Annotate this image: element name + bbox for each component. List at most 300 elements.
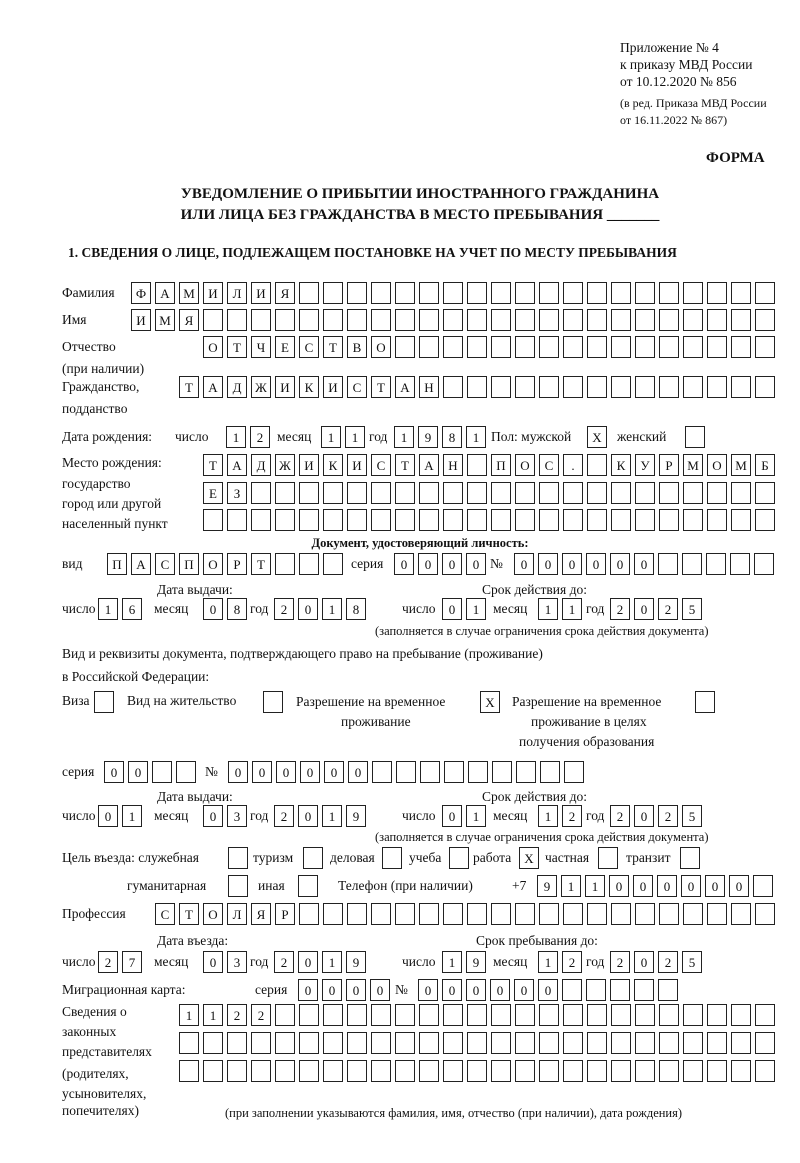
char-box[interactable]: П <box>491 454 511 476</box>
char-box[interactable] <box>491 1032 511 1054</box>
char-box[interactable] <box>659 336 679 358</box>
char-box[interactable] <box>635 309 655 331</box>
char-box[interactable]: О <box>203 336 223 358</box>
char-box[interactable] <box>562 979 582 1001</box>
birth-day-field[interactable] <box>226 426 270 448</box>
char-box[interactable] <box>611 903 631 925</box>
char-box[interactable]: 2 <box>658 951 678 973</box>
char-box[interactable] <box>563 482 583 504</box>
char-box[interactable]: 0 <box>203 598 223 620</box>
char-box[interactable] <box>659 1032 679 1054</box>
char-box[interactable] <box>659 509 679 531</box>
char-box[interactable] <box>419 509 439 531</box>
char-box[interactable] <box>635 509 655 531</box>
char-box[interactable]: А <box>419 454 439 476</box>
char-box[interactable] <box>443 309 463 331</box>
char-box[interactable] <box>467 336 487 358</box>
char-box[interactable] <box>420 761 440 783</box>
char-box[interactable]: Т <box>227 336 247 358</box>
id-issue-day-field[interactable] <box>98 598 142 620</box>
char-box[interactable]: 2 <box>98 951 118 973</box>
stay-valid-day-field[interactable] <box>442 805 486 827</box>
char-box[interactable] <box>371 509 391 531</box>
char-box[interactable] <box>515 282 535 304</box>
char-box[interactable] <box>275 1032 295 1054</box>
char-box[interactable]: 2 <box>274 805 294 827</box>
char-box[interactable] <box>564 761 584 783</box>
char-box[interactable] <box>707 509 727 531</box>
char-box[interactable]: 3 <box>227 805 247 827</box>
char-box[interactable] <box>491 1060 511 1082</box>
char-box[interactable] <box>539 336 559 358</box>
char-box[interactable] <box>275 1060 295 1082</box>
char-box[interactable] <box>299 1060 319 1082</box>
char-box[interactable] <box>491 376 511 398</box>
char-box[interactable] <box>707 309 727 331</box>
char-box[interactable]: С <box>371 454 391 476</box>
char-box[interactable] <box>467 309 487 331</box>
char-box[interactable]: Я <box>251 903 271 925</box>
char-box[interactable]: Л <box>227 903 247 925</box>
char-box[interactable] <box>396 761 416 783</box>
char-box[interactable]: С <box>539 454 559 476</box>
char-box[interactable] <box>176 761 196 783</box>
char-box[interactable] <box>299 509 319 531</box>
char-box[interactable] <box>491 282 511 304</box>
char-box[interactable]: 0 <box>634 598 654 620</box>
migration-number-field[interactable] <box>418 979 678 1001</box>
char-box[interactable] <box>443 1060 463 1082</box>
char-box[interactable] <box>347 509 367 531</box>
char-box[interactable] <box>203 509 223 531</box>
char-box[interactable] <box>683 376 703 398</box>
char-box[interactable] <box>731 1032 751 1054</box>
char-box[interactable] <box>539 903 559 925</box>
char-box[interactable]: 2 <box>658 805 678 827</box>
char-box[interactable] <box>515 1032 535 1054</box>
char-box[interactable]: 5 <box>682 951 702 973</box>
char-box[interactable]: 2 <box>658 598 678 620</box>
char-box[interactable]: О <box>707 454 727 476</box>
purpose-transit-checkbox[interactable] <box>680 847 700 869</box>
char-box[interactable] <box>683 509 703 531</box>
char-box[interactable] <box>755 376 775 398</box>
char-box[interactable] <box>395 903 415 925</box>
birthplace-row-2[interactable] <box>203 482 775 504</box>
entry-year-field[interactable] <box>274 951 366 973</box>
char-box[interactable] <box>228 847 248 869</box>
char-box[interactable]: 0 <box>729 875 749 897</box>
char-box[interactable]: 5 <box>682 805 702 827</box>
char-box[interactable]: Ч <box>251 336 271 358</box>
char-box[interactable] <box>611 1004 631 1026</box>
char-box[interactable] <box>347 482 367 504</box>
char-box[interactable]: 1 <box>122 805 142 827</box>
char-box[interactable] <box>347 282 367 304</box>
char-box[interactable]: А <box>131 553 151 575</box>
char-box[interactable]: 1 <box>562 598 582 620</box>
char-box[interactable]: В <box>347 336 367 358</box>
char-box[interactable] <box>539 1004 559 1026</box>
entry-month-field[interactable] <box>203 951 247 973</box>
char-box[interactable] <box>299 553 319 575</box>
char-box[interactable]: Ф <box>131 282 151 304</box>
char-box[interactable] <box>371 282 391 304</box>
char-box[interactable] <box>755 336 775 358</box>
char-box[interactable] <box>683 1032 703 1054</box>
char-box[interactable]: И <box>251 282 271 304</box>
char-box[interactable] <box>323 509 343 531</box>
char-box[interactable] <box>755 309 775 331</box>
char-box[interactable]: 0 <box>203 951 223 973</box>
char-box[interactable]: И <box>323 376 343 398</box>
name-field[interactable] <box>131 309 775 331</box>
char-box[interactable] <box>449 847 469 869</box>
char-box[interactable]: X <box>587 426 607 448</box>
char-box[interactable]: 0 <box>490 979 510 1001</box>
char-box[interactable] <box>731 376 751 398</box>
char-box[interactable] <box>659 903 679 925</box>
char-box[interactable] <box>227 509 247 531</box>
char-box[interactable] <box>299 903 319 925</box>
char-box[interactable]: 0 <box>466 553 486 575</box>
char-box[interactable] <box>371 482 391 504</box>
char-box[interactable] <box>695 691 715 713</box>
char-box[interactable]: . <box>563 454 583 476</box>
char-box[interactable] <box>598 847 618 869</box>
citizenship-field[interactable] <box>179 376 775 398</box>
char-box[interactable] <box>563 336 583 358</box>
char-box[interactable]: П <box>179 553 199 575</box>
char-box[interactable]: 1 <box>442 951 462 973</box>
char-box[interactable]: 2 <box>610 951 630 973</box>
birth-year-field[interactable] <box>394 426 486 448</box>
char-box[interactable]: Н <box>419 376 439 398</box>
char-box[interactable] <box>491 482 511 504</box>
char-box[interactable] <box>323 309 343 331</box>
id-number-field[interactable] <box>514 553 774 575</box>
char-box[interactable] <box>610 979 630 1001</box>
char-box[interactable] <box>730 553 750 575</box>
char-box[interactable] <box>323 482 343 504</box>
char-box[interactable] <box>275 482 295 504</box>
char-box[interactable]: 2 <box>562 805 582 827</box>
char-box[interactable] <box>634 979 654 1001</box>
stay-series-field[interactable] <box>104 761 196 783</box>
char-box[interactable] <box>753 875 773 897</box>
sex-female-checkbox[interactable] <box>685 426 705 448</box>
char-box[interactable]: 0 <box>252 761 272 783</box>
char-box[interactable]: Т <box>251 553 271 575</box>
char-box[interactable] <box>563 1032 583 1054</box>
char-box[interactable] <box>707 282 727 304</box>
char-box[interactable] <box>419 482 439 504</box>
char-box[interactable]: П <box>107 553 127 575</box>
char-box[interactable] <box>299 482 319 504</box>
char-box[interactable] <box>587 1004 607 1026</box>
char-box[interactable] <box>659 482 679 504</box>
stay-number-field[interactable] <box>228 761 584 783</box>
stay-issue-day-field[interactable] <box>98 805 142 827</box>
char-box[interactable]: Р <box>275 903 295 925</box>
char-box[interactable] <box>755 482 775 504</box>
char-box[interactable]: 0 <box>705 875 725 897</box>
char-box[interactable]: 0 <box>394 553 414 575</box>
char-box[interactable] <box>683 482 703 504</box>
char-box[interactable] <box>203 1060 223 1082</box>
char-box[interactable] <box>611 376 631 398</box>
char-box[interactable] <box>371 1060 391 1082</box>
char-box[interactable]: 2 <box>610 805 630 827</box>
char-box[interactable] <box>563 309 583 331</box>
char-box[interactable] <box>587 309 607 331</box>
char-box[interactable] <box>707 1032 727 1054</box>
char-box[interactable] <box>635 336 655 358</box>
char-box[interactable] <box>467 509 487 531</box>
purpose-official-checkbox[interactable] <box>228 847 248 869</box>
char-box[interactable] <box>707 1060 727 1082</box>
char-box[interactable]: 1 <box>98 598 118 620</box>
char-box[interactable] <box>515 509 535 531</box>
char-box[interactable]: 9 <box>346 805 366 827</box>
char-box[interactable] <box>179 1060 199 1082</box>
stay-valid-month-field[interactable] <box>538 805 582 827</box>
char-box[interactable]: 0 <box>298 805 318 827</box>
char-box[interactable] <box>203 309 223 331</box>
char-box[interactable]: 1 <box>322 598 342 620</box>
char-box[interactable]: 9 <box>418 426 438 448</box>
char-box[interactable] <box>443 903 463 925</box>
char-box[interactable]: 0 <box>300 761 320 783</box>
char-box[interactable]: 9 <box>537 875 557 897</box>
char-box[interactable] <box>755 282 775 304</box>
char-box[interactable] <box>539 376 559 398</box>
char-box[interactable]: С <box>155 903 175 925</box>
char-box[interactable]: Т <box>179 376 199 398</box>
char-box[interactable] <box>419 309 439 331</box>
char-box[interactable]: О <box>203 553 223 575</box>
char-box[interactable]: 0 <box>586 553 606 575</box>
char-box[interactable] <box>467 282 487 304</box>
char-box[interactable] <box>419 1032 439 1054</box>
char-box[interactable]: З <box>227 482 247 504</box>
char-box[interactable] <box>659 1004 679 1026</box>
char-box[interactable] <box>382 847 402 869</box>
char-box[interactable]: 0 <box>104 761 124 783</box>
char-box[interactable] <box>298 875 318 897</box>
representatives-row-3[interactable] <box>179 1060 775 1082</box>
char-box[interactable]: И <box>299 454 319 476</box>
char-box[interactable]: 0 <box>228 761 248 783</box>
char-box[interactable] <box>755 509 775 531</box>
char-box[interactable]: С <box>155 553 175 575</box>
char-box[interactable]: 0 <box>657 875 677 897</box>
char-box[interactable]: 0 <box>442 979 462 1001</box>
char-box[interactable]: Т <box>323 336 343 358</box>
char-box[interactable] <box>587 454 607 476</box>
char-box[interactable] <box>515 903 535 925</box>
char-box[interactable]: Н <box>443 454 463 476</box>
char-box[interactable] <box>515 376 535 398</box>
char-box[interactable]: 1 <box>322 951 342 973</box>
id-kind-field[interactable] <box>107 553 343 575</box>
residence-permit-checkbox[interactable] <box>263 691 283 713</box>
char-box[interactable] <box>467 454 487 476</box>
id-issue-month-field[interactable] <box>203 598 247 620</box>
char-box[interactable] <box>755 1032 775 1054</box>
char-box[interactable]: 0 <box>610 553 630 575</box>
until-year-field[interactable] <box>610 951 702 973</box>
char-box[interactable] <box>371 903 391 925</box>
char-box[interactable] <box>755 1060 775 1082</box>
char-box[interactable]: 0 <box>203 805 223 827</box>
char-box[interactable] <box>467 376 487 398</box>
char-box[interactable] <box>539 309 559 331</box>
char-box[interactable]: X <box>480 691 500 713</box>
char-box[interactable] <box>275 509 295 531</box>
char-box[interactable] <box>587 1060 607 1082</box>
char-box[interactable] <box>443 482 463 504</box>
char-box[interactable]: И <box>203 282 223 304</box>
char-box[interactable] <box>587 336 607 358</box>
char-box[interactable]: 2 <box>274 598 294 620</box>
char-box[interactable]: Т <box>179 903 199 925</box>
char-box[interactable]: 0 <box>128 761 148 783</box>
char-box[interactable] <box>275 309 295 331</box>
char-box[interactable]: 0 <box>322 979 342 1001</box>
char-box[interactable] <box>443 336 463 358</box>
char-box[interactable] <box>303 847 323 869</box>
char-box[interactable]: М <box>155 309 175 331</box>
char-box[interactable] <box>299 282 319 304</box>
char-box[interactable] <box>731 482 751 504</box>
char-box[interactable]: Л <box>227 282 247 304</box>
char-box[interactable] <box>395 1032 415 1054</box>
char-box[interactable]: 1 <box>538 951 558 973</box>
char-box[interactable] <box>299 309 319 331</box>
char-box[interactable]: 0 <box>634 805 654 827</box>
char-box[interactable]: И <box>275 376 295 398</box>
char-box[interactable] <box>707 376 727 398</box>
char-box[interactable]: 0 <box>514 553 534 575</box>
char-box[interactable]: 0 <box>681 875 701 897</box>
char-box[interactable] <box>323 553 343 575</box>
char-box[interactable] <box>706 553 726 575</box>
char-box[interactable] <box>443 1004 463 1026</box>
char-box[interactable] <box>492 761 512 783</box>
char-box[interactable] <box>539 509 559 531</box>
char-box[interactable] <box>467 1060 487 1082</box>
char-box[interactable] <box>395 282 415 304</box>
char-box[interactable] <box>635 282 655 304</box>
phone-field[interactable] <box>537 875 773 897</box>
char-box[interactable]: Т <box>395 454 415 476</box>
char-box[interactable] <box>323 903 343 925</box>
char-box[interactable]: 0 <box>298 598 318 620</box>
char-box[interactable]: С <box>347 376 367 398</box>
char-box[interactable]: 8 <box>442 426 462 448</box>
patronymic-field[interactable] <box>203 336 775 358</box>
char-box[interactable] <box>563 1004 583 1026</box>
char-box[interactable] <box>395 509 415 531</box>
char-box[interactable]: 5 <box>682 598 702 620</box>
stay-valid-year-field[interactable] <box>610 805 702 827</box>
char-box[interactable]: 0 <box>562 553 582 575</box>
char-box[interactable] <box>227 1032 247 1054</box>
char-box[interactable] <box>658 979 678 1001</box>
char-box[interactable] <box>683 903 703 925</box>
visa-checkbox[interactable] <box>94 691 114 713</box>
char-box[interactable]: 0 <box>98 805 118 827</box>
char-box[interactable] <box>587 282 607 304</box>
char-box[interactable]: А <box>395 376 415 398</box>
char-box[interactable] <box>467 1004 487 1026</box>
until-day-field[interactable] <box>442 951 486 973</box>
char-box[interactable] <box>251 309 271 331</box>
char-box[interactable] <box>683 1004 703 1026</box>
char-box[interactable] <box>275 553 295 575</box>
char-box[interactable]: Е <box>203 482 223 504</box>
char-box[interactable] <box>515 336 535 358</box>
char-box[interactable]: Д <box>251 454 271 476</box>
char-box[interactable]: Р <box>227 553 247 575</box>
char-box[interactable] <box>635 1004 655 1026</box>
char-box[interactable] <box>635 376 655 398</box>
id-issue-year-field[interactable] <box>274 598 366 620</box>
char-box[interactable] <box>707 336 727 358</box>
char-box[interactable]: 0 <box>633 875 653 897</box>
char-box[interactable] <box>683 282 703 304</box>
char-box[interactable] <box>635 482 655 504</box>
char-box[interactable] <box>371 1004 391 1026</box>
char-box[interactable]: К <box>299 376 319 398</box>
char-box[interactable] <box>419 1004 439 1026</box>
char-box[interactable] <box>611 509 631 531</box>
char-box[interactable]: 0 <box>609 875 629 897</box>
char-box[interactable] <box>323 282 343 304</box>
char-box[interactable] <box>682 553 702 575</box>
char-box[interactable]: 7 <box>122 951 142 973</box>
char-box[interactable] <box>251 482 271 504</box>
stay-issue-year-field[interactable] <box>274 805 366 827</box>
char-box[interactable] <box>731 336 751 358</box>
char-box[interactable]: 1 <box>179 1004 199 1026</box>
representatives-row-2[interactable] <box>179 1032 775 1054</box>
id-series-field[interactable] <box>394 553 486 575</box>
char-box[interactable]: У <box>635 454 655 476</box>
char-box[interactable] <box>635 1060 655 1082</box>
char-box[interactable] <box>659 376 679 398</box>
char-box[interactable] <box>635 1032 655 1054</box>
char-box[interactable] <box>611 1032 631 1054</box>
purpose-business-checkbox[interactable] <box>382 847 402 869</box>
char-box[interactable] <box>587 1032 607 1054</box>
char-box[interactable]: 0 <box>442 805 462 827</box>
char-box[interactable] <box>251 1060 271 1082</box>
char-box[interactable]: 0 <box>298 979 318 1001</box>
char-box[interactable]: 2 <box>227 1004 247 1026</box>
char-box[interactable]: 1 <box>394 426 414 448</box>
char-box[interactable]: 1 <box>466 598 486 620</box>
char-box[interactable]: 8 <box>346 598 366 620</box>
char-box[interactable] <box>658 553 678 575</box>
char-box[interactable] <box>515 1060 535 1082</box>
char-box[interactable] <box>611 1060 631 1082</box>
char-box[interactable] <box>731 1060 751 1082</box>
char-box[interactable] <box>371 1032 391 1054</box>
char-box[interactable]: М <box>179 282 199 304</box>
char-box[interactable]: 1 <box>538 598 558 620</box>
